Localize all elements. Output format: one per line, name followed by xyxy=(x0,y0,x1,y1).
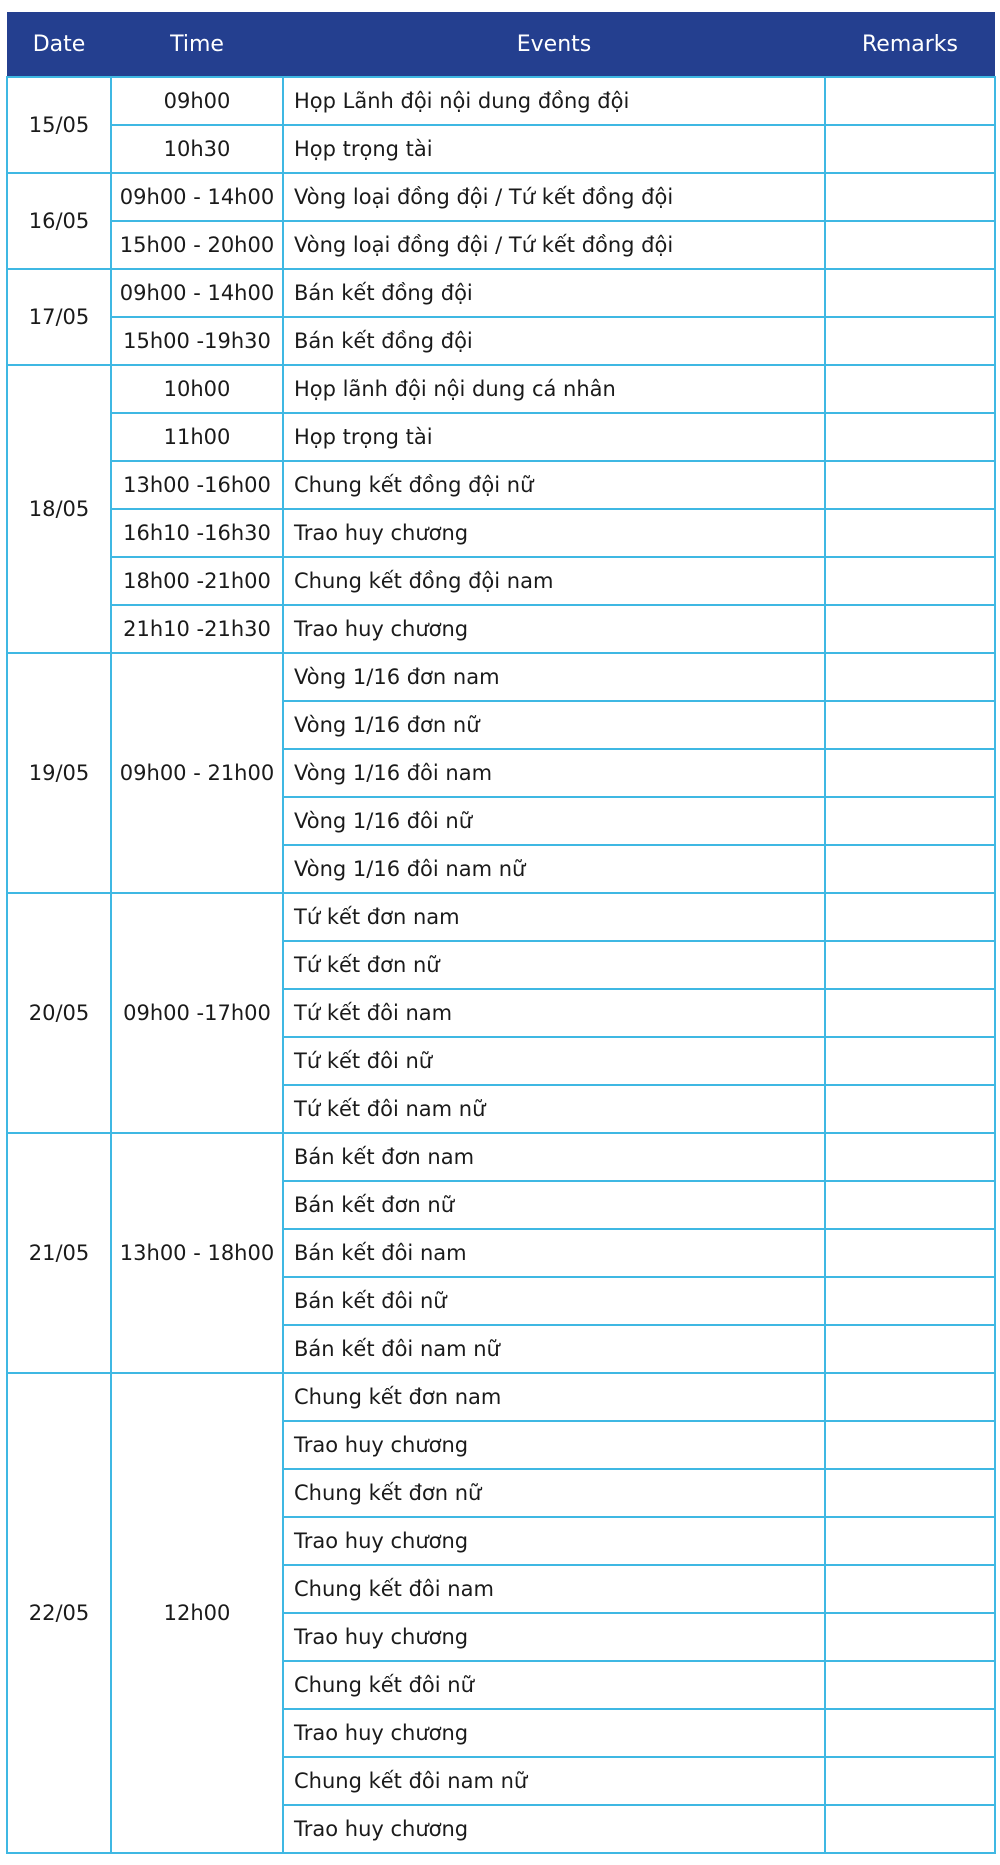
remarks-cell xyxy=(825,989,995,1037)
event-cell: Bán kết đơn nam xyxy=(283,1133,825,1181)
date-cell: 19/05 xyxy=(7,653,111,893)
time-cell: 15h00 - 20h00 xyxy=(111,221,283,269)
remarks-cell xyxy=(825,1037,995,1085)
event-cell: Họp Lãnh đội nội dung đồng đội xyxy=(283,77,825,125)
time-cell: 16h10 -16h30 xyxy=(111,509,283,557)
remarks-cell xyxy=(825,653,995,701)
event-cell: Họp lãnh đội nội dung cá nhân xyxy=(283,365,825,413)
date-cell: 20/05 xyxy=(7,893,111,1133)
schedule-sheet xyxy=(6,12,994,1854)
time-cell: 10h30 xyxy=(111,125,283,173)
remarks-cell xyxy=(825,1517,995,1565)
remarks-cell xyxy=(825,557,995,605)
time-cell: 12h00 xyxy=(111,1373,283,1853)
date-cell: 22/05 xyxy=(7,1373,111,1853)
date-cell: 18/05 xyxy=(7,365,111,653)
event-cell: Vòng 1/16 đôi nam xyxy=(283,749,825,797)
event-cell: Bán kết đôi nam xyxy=(283,1229,825,1277)
remarks-cell xyxy=(825,1709,995,1757)
date-cell: 16/05 xyxy=(7,173,111,269)
remarks-cell xyxy=(825,797,995,845)
time-cell: 10h00 xyxy=(111,365,283,413)
event-cell: Trao huy chương xyxy=(283,1517,825,1565)
table-row xyxy=(7,605,995,653)
remarks-cell xyxy=(825,269,995,317)
event-cell: Vòng 1/16 đôi nữ xyxy=(283,797,825,845)
remarks-cell xyxy=(825,749,995,797)
remarks-cell xyxy=(825,173,995,221)
remarks-cell xyxy=(825,317,995,365)
time-cell: 13h00 - 18h00 xyxy=(111,1133,283,1373)
table-header xyxy=(7,12,995,77)
remarks-cell xyxy=(825,1805,995,1853)
event-cell: Vòng 1/16 đơn nam xyxy=(283,653,825,701)
table-row xyxy=(7,1133,995,1181)
remarks-cell xyxy=(825,1613,995,1661)
date-cell: 15/05 xyxy=(7,77,111,173)
remarks-cell xyxy=(825,125,995,173)
event-cell: Trao huy chương xyxy=(283,605,825,653)
event-cell: Trao huy chương xyxy=(283,1709,825,1757)
event-cell: Vòng 1/16 đơn nữ xyxy=(283,701,825,749)
event-cell: Vòng 1/16 đôi nam nữ xyxy=(283,845,825,893)
remarks-cell xyxy=(825,461,995,509)
event-cell: Bán kết đồng đội xyxy=(283,317,825,365)
remarks-cell xyxy=(825,893,995,941)
time-cell: 11h00 xyxy=(111,413,283,461)
event-cell: Tứ kết đôi nữ xyxy=(283,1037,825,1085)
table-row xyxy=(7,413,995,461)
header-remarks: Remarks xyxy=(825,12,995,77)
remarks-cell xyxy=(825,1181,995,1229)
event-cell: Chung kết đôi nữ xyxy=(283,1661,825,1709)
remarks-cell xyxy=(825,77,995,125)
remarks-cell xyxy=(825,509,995,557)
event-cell: Trao huy chương xyxy=(283,1805,825,1853)
event-cell: Vòng loại đồng đội / Tứ kết đồng đội xyxy=(283,221,825,269)
time-cell: 15h00 -19h30 xyxy=(111,317,283,365)
table-row xyxy=(7,653,995,701)
remarks-cell xyxy=(825,1373,995,1421)
table-row xyxy=(7,557,995,605)
remarks-cell xyxy=(825,701,995,749)
event-cell: Trao huy chương xyxy=(283,1613,825,1661)
time-cell: 18h00 -21h00 xyxy=(111,557,283,605)
time-cell: 21h10 -21h30 xyxy=(111,605,283,653)
remarks-cell xyxy=(825,1085,995,1133)
remarks-cell xyxy=(825,845,995,893)
event-cell: Chung kết đồng đội nam xyxy=(283,557,825,605)
header-row xyxy=(7,12,995,77)
event-cell: Tứ kết đôi nam nữ xyxy=(283,1085,825,1133)
remarks-cell xyxy=(825,941,995,989)
table-body xyxy=(7,77,995,1853)
remarks-cell xyxy=(825,1565,995,1613)
table-row xyxy=(7,461,995,509)
event-cell: Tứ kết đơn nam xyxy=(283,893,825,941)
table-row xyxy=(7,1373,995,1421)
event-cell: Chung kết đôi nam xyxy=(283,1565,825,1613)
time-cell: 09h00 - 14h00 xyxy=(111,269,283,317)
remarks-cell xyxy=(825,1661,995,1709)
header-date: Date xyxy=(7,12,111,77)
date-cell: 17/05 xyxy=(7,269,111,365)
table-row xyxy=(7,893,995,941)
event-cell: Trao huy chương xyxy=(283,1421,825,1469)
time-cell: 09h00 -17h00 xyxy=(111,893,283,1133)
remarks-cell xyxy=(825,605,995,653)
table-row xyxy=(7,125,995,173)
date-cell: 21/05 xyxy=(7,1133,111,1373)
time-cell: 09h00 xyxy=(111,77,283,125)
table-row xyxy=(7,173,995,221)
remarks-cell xyxy=(825,1325,995,1373)
event-cell: Bán kết đơn nữ xyxy=(283,1181,825,1229)
event-cell: Vòng loại đồng đội / Tứ kết đồng đội xyxy=(283,173,825,221)
header-events: Events xyxy=(283,12,825,77)
event-cell: Chung kết đơn nam xyxy=(283,1373,825,1421)
table-row xyxy=(7,365,995,413)
event-cell: Bán kết đôi nữ xyxy=(283,1277,825,1325)
remarks-cell xyxy=(825,1757,995,1805)
event-cell: Họp trọng tài xyxy=(283,413,825,461)
table-row xyxy=(7,269,995,317)
event-cell: Tứ kết đôi nam xyxy=(283,989,825,1037)
remarks-cell xyxy=(825,1133,995,1181)
event-cell: Bán kết đồng đội xyxy=(283,269,825,317)
table-row xyxy=(7,317,995,365)
table-row xyxy=(7,77,995,125)
remarks-cell xyxy=(825,221,995,269)
event-cell: Tứ kết đơn nữ xyxy=(283,941,825,989)
remarks-cell xyxy=(825,365,995,413)
event-cell: Chung kết đôi nam nữ xyxy=(283,1757,825,1805)
event-cell: Chung kết đơn nữ xyxy=(283,1469,825,1517)
remarks-cell xyxy=(825,1469,995,1517)
header-time: Time xyxy=(111,12,283,77)
remarks-cell xyxy=(825,1421,995,1469)
schedule-table xyxy=(6,12,996,1854)
time-cell: 09h00 - 21h00 xyxy=(111,653,283,893)
time-cell: 09h00 - 14h00 xyxy=(111,173,283,221)
remarks-cell xyxy=(825,413,995,461)
remarks-cell xyxy=(825,1229,995,1277)
event-cell: Bán kết đôi nam nữ xyxy=(283,1325,825,1373)
event-cell: Chung kết đồng đội nữ xyxy=(283,461,825,509)
event-cell: Trao huy chương xyxy=(283,509,825,557)
table-row xyxy=(7,509,995,557)
time-cell: 13h00 -16h00 xyxy=(111,461,283,509)
event-cell: Họp trọng tài xyxy=(283,125,825,173)
remarks-cell xyxy=(825,1277,995,1325)
table-row xyxy=(7,221,995,269)
